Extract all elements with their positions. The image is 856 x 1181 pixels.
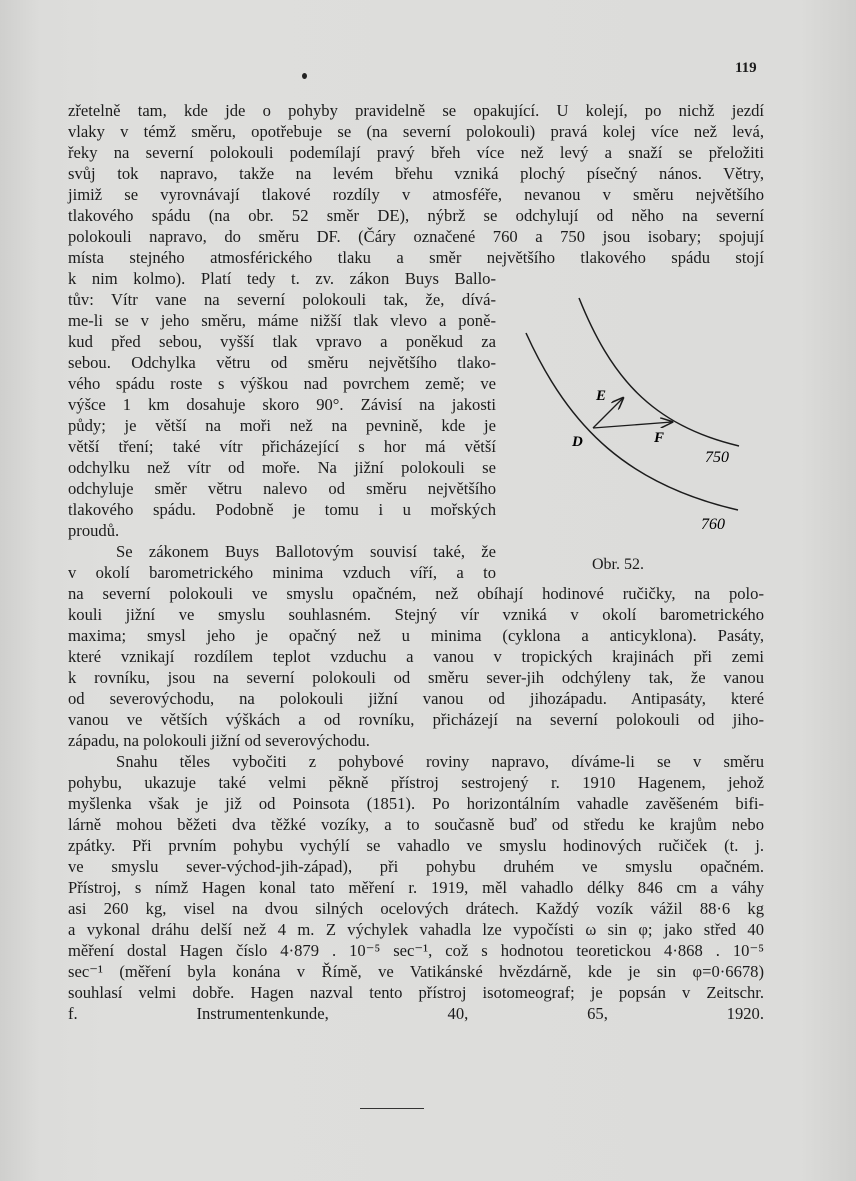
text-line: řeky na severní polokouli podemílají pravý břeh více než levý a snaží se přeložiti — [68, 143, 764, 162]
text-line: zpátky. Při prvním pohybu vychýlí se vahadlo ve smyslu hodinových ručiček (t. j. — [68, 836, 764, 855]
text-line: pohybu, ukazuje také velmi pěkně přístroj sestrojený r. 1910 Hagenem, jehož — [68, 773, 764, 792]
text-line: proudů. — [68, 521, 120, 540]
page-number: 119 — [735, 60, 757, 76]
text-line: souhlasí velmi dobře. Hagen nazval tento přístroj isotomeograf; je popsán v Zeitschr. — [68, 983, 764, 1002]
text-line: ve smyslu sever-východ-jih-západ), při pohybu druhém ve smyslu opačném. — [68, 857, 764, 876]
text-line: svůj tok napravo, takže na levém břehu vzniká plochý písečný nános. Větry, — [68, 164, 764, 183]
isobar-750-line — [579, 298, 739, 446]
figure-caption: Obr. 52. — [592, 556, 644, 573]
text-line: tlakového spádu. Podobně je tomu i u mořských — [68, 500, 496, 519]
text-line: kouli jižní ve smyslu souhlasném. Stejný vír vzniká v okolí barometrického — [68, 605, 764, 624]
end-rule — [360, 1108, 424, 1109]
text-line: jimiž se vyrovnávají tlakové rozdíly v atmosféře, nevanou v směru největšího — [68, 185, 764, 204]
text-line: sebou. Odchylka větru od směru největšího tlako- — [68, 353, 496, 372]
text-line: maxima; smysl jeho je opačný než u minima (cyklona a anticyklona). Pasáty, — [68, 626, 764, 645]
label-D: D — [572, 434, 583, 450]
text-line: Se zákonem Buys Ballotovým souvisí také, že — [116, 542, 496, 561]
text-line: kud před sebou, vyšší tlak vpravo a poněkud za — [68, 332, 496, 351]
text-line: vlaky v témž směru, opotřebuje se (na severní polokouli) pravá kolej více než levá, — [68, 122, 764, 141]
text-line: k rovníku, jsou na severní polokouli od směru sever-jih odchýleny tak, že vanou — [68, 668, 764, 687]
text-line: sec⁻¹ (měření byla konána v Římě, ve Vatikánské hvězdárně, kde je sin φ=0·6678) — [68, 962, 764, 981]
text-line: myšlenka však je již od Poinsota (1851). Po horizontálním vahadle zavěšeném bifi- — [68, 794, 764, 813]
text-line: větší tření; také vítr přicházející s hor má větší — [68, 437, 496, 456]
text-line: na severní polokouli ve smyslu opačném, než obíhají hodinové ručičky, na polo- — [68, 584, 764, 603]
label-750: 750 — [705, 449, 729, 466]
text-line: f. Instrumentenkunde, 40, 65, 1920. — [68, 1004, 764, 1023]
text-line: odchylku než vítr od moře. Na jižní polokouli se — [68, 458, 496, 477]
text-line: tův: Vítr vane na severní polokouli tak, že, dívá- — [68, 290, 496, 309]
text-line: vanou ve větších výškách a od rovníku, přicházejí na severní polokouli od jiho- — [68, 710, 764, 729]
label-E: E — [596, 388, 607, 404]
text-line: od severovýchodu, na polokouli jižní vanou od jihozápadu. Antipasáty, které — [68, 689, 764, 708]
text-line: a vykonal dráhu delší než 4 m. Z výchylek vahadla lze vypočísti ω sin φ; jako střed 40 — [68, 920, 764, 939]
text-line: půdy; je větší na moři než na pevnině, kde je — [68, 416, 496, 435]
text-line: lárně mohou běžeti dva těžké vozíky, a to současně buď od středu ke krajům nebo — [68, 815, 764, 834]
text-line: místa stejného atmosférického tlaku a směr největšího tlakového spádu stojí — [68, 248, 764, 267]
ink-speck — [302, 73, 307, 79]
text-line: zřetelně tam, kde jde o pohyby pravidelně se opakující. U kolejí, po nichž jezdí — [68, 101, 764, 120]
text-line: tlakového spádu (na obr. 52 směr DE), nýbrž se odchylují od něho na severní — [68, 206, 764, 225]
text-line: me-li se v jeho směru, máme nižší tlak vlevo a poně- — [68, 311, 496, 330]
text-line: výšce 1 km dosahuje skoro 90°. Závisí na jakosti — [68, 395, 496, 414]
text-line: měření dostal Hagen číslo 4·879 . 10⁻⁵ sec⁻¹, což s hodnotou teoretickou 4·868 . 10⁻⁵ — [68, 941, 764, 960]
text-line: v okolí barometrického minima vzduch víří, a to — [68, 563, 496, 582]
text-line: vého spádu roste s výškou nad povrchem země; ve — [68, 374, 496, 393]
label-760: 760 — [701, 516, 725, 533]
text-line: západu, na polokouli jižní od severovýchodu. — [68, 731, 370, 750]
arrow-DF — [593, 422, 672, 428]
isobar-760-line — [526, 333, 738, 510]
text-line: které vznikají rozdílem teplot vzduchu a vanou v tropických krajinách při zemi — [68, 647, 764, 666]
text-line: k nim kolmo). Platí tedy t. zv. zákon Buys Ballo- — [68, 269, 496, 288]
text-line: Přístroj, s nímž Hagen konal tato měření r. 1919, měl vahadlo délky 846 cm a váhy — [68, 878, 764, 897]
text-line: Snahu těles vybočiti z pohybové roviny napravo, díváme-li se v směru — [116, 752, 764, 771]
text-line: asi 260 kg, visel na dvou silných ocelových drátech. Každý vozík vážil 88·6 kg — [68, 899, 764, 918]
text-line: polokouli napravo, do směru DF. (Čáry označené 760 a 750 jsou isobary; spojují — [68, 227, 764, 246]
figure-52-isobar-diagram — [500, 280, 800, 590]
label-F: F — [654, 430, 665, 446]
text-line: odchyluje směr větru nalevo od směru největšího — [68, 479, 496, 498]
